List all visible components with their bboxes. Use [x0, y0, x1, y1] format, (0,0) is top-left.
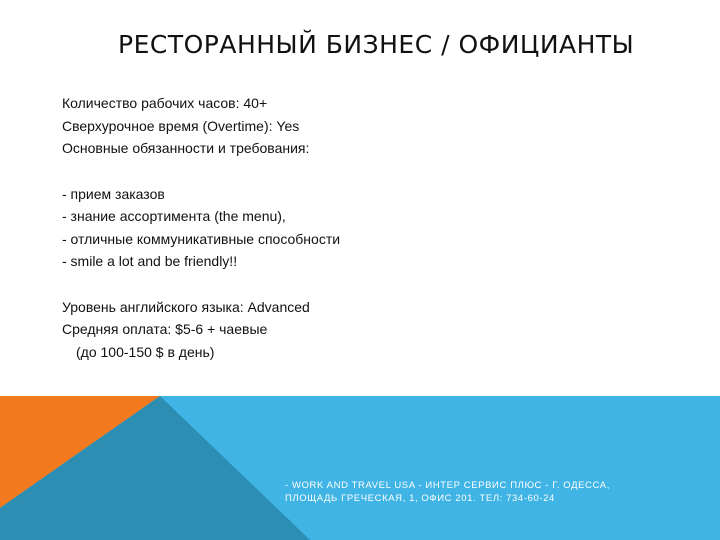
decorative-bottom-band: [0, 396, 720, 540]
duty-item: - отличные коммуникативные способности: [62, 230, 341, 247]
duty-item: - знание ассортимента (the menu),: [62, 208, 286, 224]
overtime-line: Сверхурочное время (Overtime): Yes: [62, 117, 300, 134]
pay-line: Средняя оплата: $5-6 + чаевые: [62, 321, 268, 337]
working-hours-line: Количество рабочих часов: 40+: [62, 95, 268, 111]
english-level-line: Уровень английского языка: Advanced: [62, 298, 310, 315]
footer-line: - WORK AND TRAVEL USA - ИНТЕР СЕРВИС ПЛЮС - Г. ОДЕССА,: [285, 480, 610, 491]
slide-title: РЕСТОРАННЫЙ БИЗНЕС / ОФИЦИАНТЫ: [118, 30, 635, 59]
pay-detail-line: (до 100-150 $ в день): [76, 343, 215, 360]
spacer: [62, 273, 340, 296]
duty-item: - прием заказов: [62, 185, 165, 202]
footer-line: ПЛОЩАДЬ ГРЕЧЕСКАЯ, 1, ОФИС 201. ТЕЛ: 734-60-24: [285, 493, 555, 504]
footer-contact: [285, 479, 610, 505]
spacer: [62, 160, 340, 183]
duty-item: - smile a lot and be friendly!!: [62, 253, 238, 269]
duties-heading: Основные обязанности и требования:: [62, 140, 310, 156]
slide-body: [62, 92, 340, 363]
